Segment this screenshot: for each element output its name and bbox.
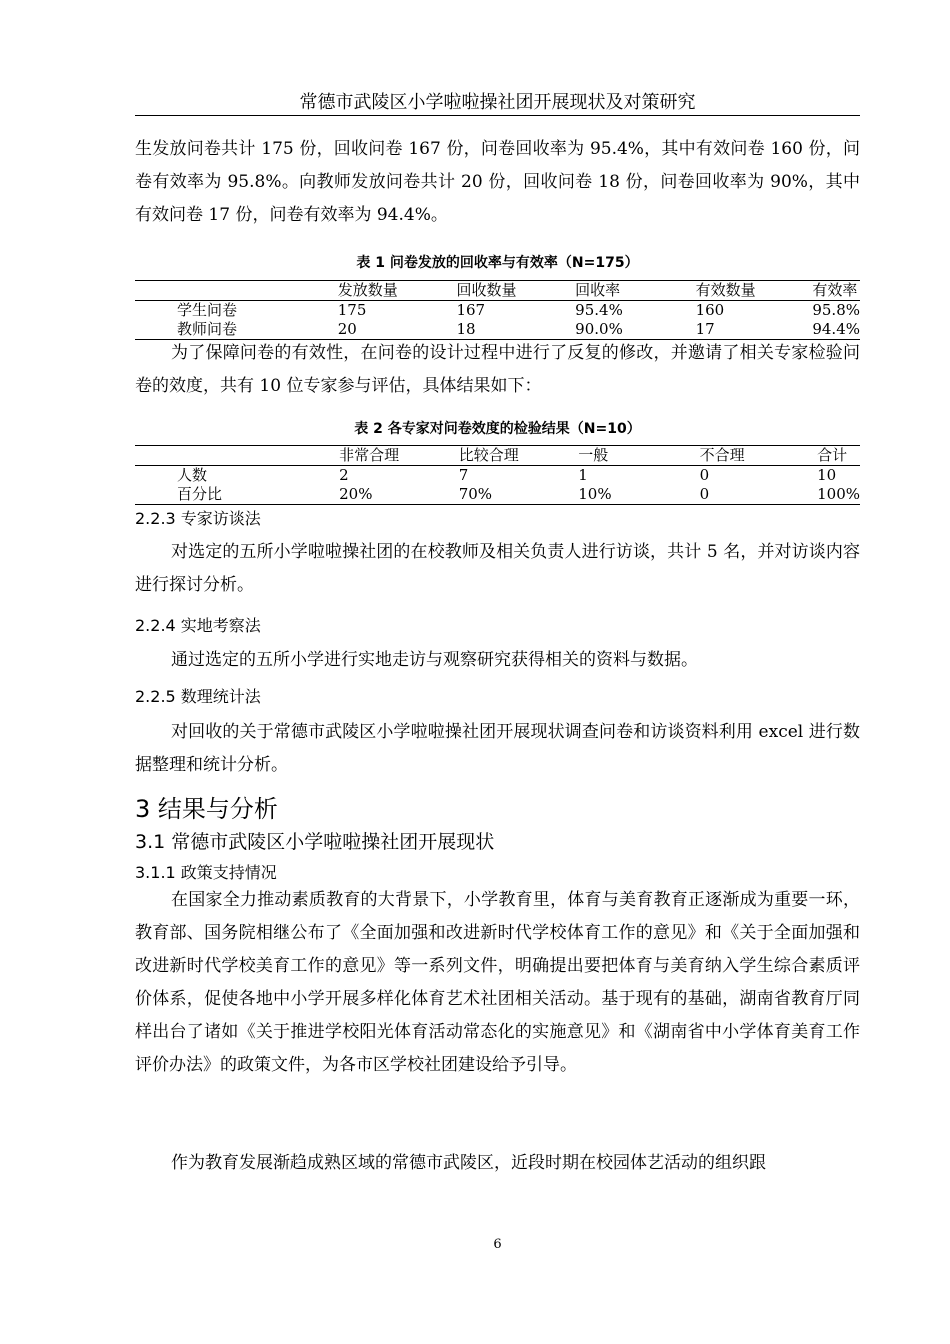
section-3-1-heading: 3.1 常德市武陵区小学啦啦操社团开展现状 xyxy=(135,831,495,853)
section-3-1-1-body-2: 作为教育发展渐趋成熟区域的常德市武陵区，近段时期在校园体艺活动的组织跟 xyxy=(171,1153,766,1173)
table-row xyxy=(135,301,860,321)
table2-header-row xyxy=(135,446,860,466)
table2-cell: 0 xyxy=(700,485,818,505)
table1-cell: 18 xyxy=(456,320,575,340)
section-2-2-4-heading: 2.2.4 实地考察法 xyxy=(135,616,261,635)
table1-cell: 17 xyxy=(696,320,813,340)
table2-header-cell: 一般 xyxy=(578,446,699,466)
table1-header-cell: 有效数量 xyxy=(696,281,813,301)
section-2-2-3-body: 对选定的五所小学啦啦操社团的在校教师及相关负责人进行访谈，共计 5 名，并对访谈内容进行探讨分析。 xyxy=(135,542,860,595)
table2-caption: 表 2 各专家对问卷效度的检验结果（N=10） xyxy=(354,421,641,437)
validity-paragraph: 为了保障问卷的有效性，在问卷的设计过程中进行了反复的修改，并邀请了相关专家检验问卷的效度，共有 10 位专家参与评估，具体结果如下： xyxy=(135,343,860,396)
table1 xyxy=(135,280,860,340)
table1-caption: 表 1 问卷发放的回收率与有效率（N=175） xyxy=(356,255,639,271)
table1-cell: 学生问卷 xyxy=(177,301,238,319)
section-2-2-3-heading: 2.2.3 专家访谈法 xyxy=(135,509,261,528)
table-row xyxy=(135,466,860,486)
table2-cell: 百分比 xyxy=(135,485,339,505)
header-rule xyxy=(135,115,860,116)
table2-cell: 7 xyxy=(458,466,469,484)
section-3-1-1-heading: 3.1.1 政策支持情况 xyxy=(135,863,277,882)
table1-cell: 94.4% xyxy=(812,320,860,338)
table1-cell: 90.0% xyxy=(575,320,695,340)
table1-cell: 95.4% xyxy=(575,301,623,319)
table1-cell: 95.8% xyxy=(812,301,860,319)
table2-header-cell: 合计 xyxy=(817,446,860,466)
section-2-2-5-body: 对回收的关于常德市武陵区小学啦啦操社团开展现状调查问卷和访谈资料利用 excel 进行数据整理和统计分析。 xyxy=(135,722,860,775)
table-row xyxy=(135,485,860,505)
table2-cell: 70% xyxy=(459,485,579,505)
table2-header-cell xyxy=(135,446,339,466)
table2-header-cell: 不合理 xyxy=(700,446,818,466)
table1-header-cell xyxy=(135,281,338,301)
table2-cell: 10% xyxy=(578,485,699,505)
table1-header-cell: 有效率 xyxy=(812,281,860,301)
chapter-3-heading: 3 结果与分析 xyxy=(135,795,278,823)
table1-cell: 20 xyxy=(338,320,457,340)
table2-cell: 2 xyxy=(339,466,349,484)
intro-paragraph: 生发放问卷共计 175 份，回收问卷 167 份，问卷回收率为 95.4%，其中有效问卷 160 份，问卷有效率为 95.8%。向教师发放问卷共计 20 份，回收问卷 18 份，问卷回收率为 90%，其中有效问卷 17 份，问卷有效率为 94.4%。 xyxy=(135,139,860,225)
table1-cell: 教师问卷 xyxy=(135,320,338,340)
table1-cell: 167 xyxy=(456,301,486,319)
table2-cell: 10 xyxy=(817,466,837,484)
table1-cell: 175 xyxy=(337,301,367,319)
table2-cell: 1 xyxy=(578,466,588,484)
table1-header-cell: 回收率 xyxy=(575,281,695,301)
table2-cell: 100% xyxy=(817,485,860,503)
table2-header-cell: 比较合理 xyxy=(459,446,579,466)
table2-cell: 人数 xyxy=(177,466,208,484)
section-3-1-1-body-1: 在国家全力推动素质教育的大背景下，小学教育里，体育与美育教育正逐渐成为重要一环，教育部、国务院相继公布了《全面加强和改进新时代学校体育工作的意见》和《关于全面加强和改进新时代学校美育工作的意见》等一系列文件，明确提出要把体育与美育纳入学生综合素质评价体系，促使各地中小学开展多样化体育艺术社团相关活动。基于现有的基础，湖南省教育厅同样出台了诸如《关于推进学校阳光体育活动常态化的实施意见》和《湖南省中小学体育美育工作评价办法》的政策文件，为各市区学校社团建设给予引导。 xyxy=(135,890,860,1075)
table2-cell: 20% xyxy=(339,485,459,505)
table2 xyxy=(135,445,860,505)
table1-header-row xyxy=(135,281,860,301)
running-header-title: 常德市武陵区小学啦啦操社团开展现状及对策研究 xyxy=(299,92,696,113)
table1-cell: 160 xyxy=(695,301,725,319)
table2-cell: 0 xyxy=(699,466,710,484)
table1-header-cell: 发放数量 xyxy=(338,281,457,301)
section-2-2-4-body: 通过选定的五所小学进行实地走访与观察研究获得相关的资料与数据。 xyxy=(171,650,698,670)
page-number: 6 xyxy=(493,1237,502,1252)
section-2-2-5-heading: 2.2.5 数理统计法 xyxy=(135,687,261,706)
table2-header-cell: 非常合理 xyxy=(339,446,459,466)
table1-header-cell: 回收数量 xyxy=(456,281,575,301)
